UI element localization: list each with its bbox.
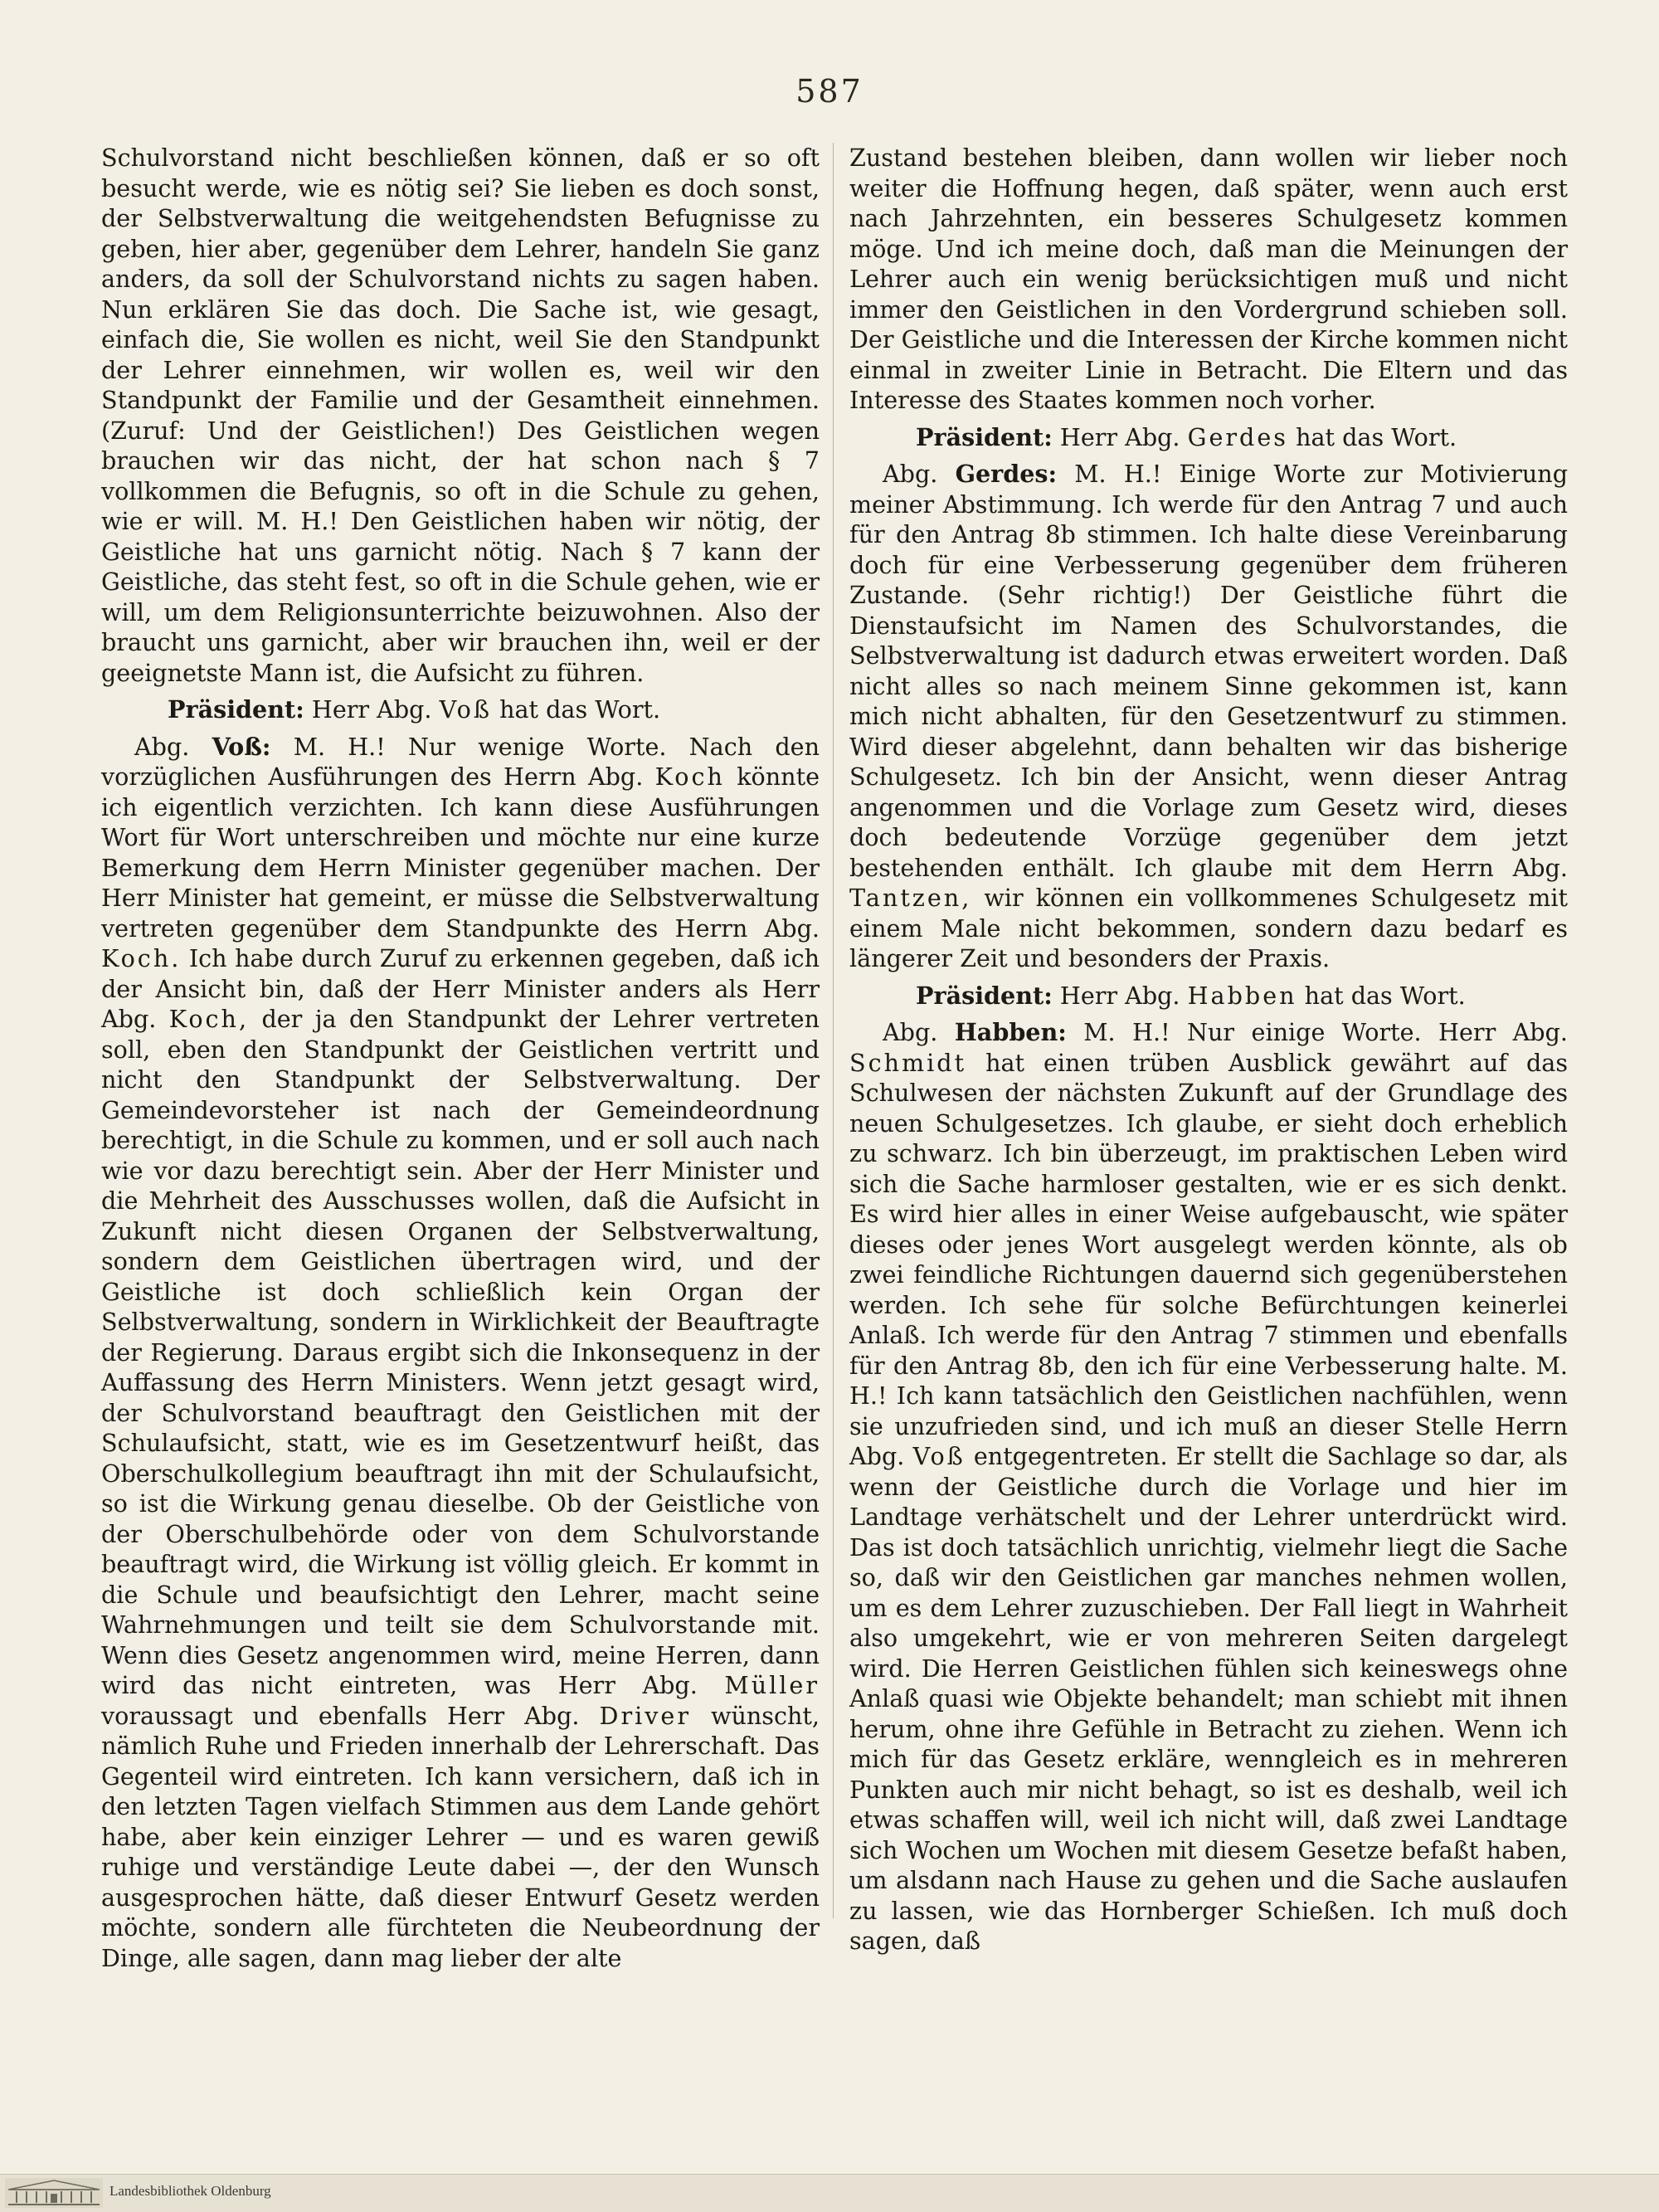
member-name: Schmidt xyxy=(849,1048,967,1077)
member-name: Koch. xyxy=(101,944,182,972)
speech-text: Ich habe durch Zuruf zu erkennen gegeben, daß ich der Ansicht bin, daß der Herr Minister anders als Herr Abg. xyxy=(101,944,820,1033)
footer-bar xyxy=(0,2174,1659,2212)
speech-text: wir können ein vollkommenes Schulgesetz mit einem Male nicht bekommen, sondern dazu bedarf es längerer Zeit und besonders der Praxis. xyxy=(849,884,1568,972)
speech-text: der ja den Standpunkt der Lehrer vertreten soll, eben den Standpunkt der Geistlichen vertritt und nicht den Standpunkt der Selbstverwaltung. Der Gemeindevorsteher ist nach der Gemeindeordnung berechtigt, in die Schule zu kommen, und er soll auch nach wie vor dazu berechtigt sein. Aber der Herr Minister und die Mehrheit des Ausschusses wollen, daß die Aufsicht in Zukunft nicht diesen Organen der Selbstverwaltung, sondern dem Geistlichen übertragen wird, und der Geistliche ist doch schließlich kein Organ der Selbstverwaltung, sondern in Wirklichkeit der Beauftragte der Regierung. Daraus ergibt sich die Inkonsequenz in der Auffassung des Herrn Ministers. Wenn jetzt gesagt wird, der Schulvorstand beauftragt den Geistlichen mit der Schulaufsicht, statt, wie es im Gesetzentwurf heißt, das Oberschulkollegium beauftragt ihn mit der Schulaufsicht, so ist die Wirkung genau dieselbe. Ob der Geistliche von der Oberschulbehörde oder von dem Schulvorstande beauftragt wird, die Wirkung ist völlig gleich. Er kommt in die Schule und beaufsichtigt den Lehrer, macht seine Wahrnehmungen und teilt sie dem Schulvorstande mit. Wenn dies Gesetz angenommen wird, meine Herren, dann wird das nicht eintreten, was Herr Abg. xyxy=(101,1005,820,1699)
speech-text: M. H.! Nur wenige Worte. Nach den vorzüglichen Ausführungen des Herrn Abg. xyxy=(101,732,820,791)
president-label: Präsident: xyxy=(168,695,304,724)
speech-text: M. H.! Nur einige Worte. Herr Abg. xyxy=(1083,1018,1568,1046)
abg-prefix: Abg. xyxy=(883,1018,938,1046)
member-name: Driver xyxy=(599,1701,691,1730)
member-name: Koch xyxy=(654,763,725,791)
speaker-label: Habben: xyxy=(954,1018,1067,1046)
speech-habben xyxy=(849,1017,1568,1956)
president-text: Herr Abg. xyxy=(1059,422,1180,451)
speaker-name: Gerdes xyxy=(1187,422,1288,451)
speech-voss xyxy=(101,732,820,1974)
left-column xyxy=(101,143,820,1978)
library-name: Landesbibliothek Oldenburg xyxy=(109,2183,271,2199)
president-text-end: hat das Wort. xyxy=(1296,422,1457,451)
member-name: Koch, xyxy=(168,1005,250,1033)
member-name: Voß xyxy=(912,1442,966,1470)
opening-paragraph: Schulvorstand nicht beschließen können, daß er so oft besucht werde, wie es nötig sei? Sie lieben es doch sonst, der Selbstverwaltung die weitgehendsten Befugnisse zu geben, hier aber, gegenüber dem Lehrer, handeln Sie ganz anders, da soll der Schulvorstand nichts zu sagen haben. Nun erklären Sie das doch. Die Sache ist, wie gesagt, einfach die, Sie wollen es nicht, weil Sie den Standpunkt der Lehrer einnehmen, wir wollen es, weil wir den Standpunkt der Familie und der Gesamtheit einnehmen. (Zuruf: Und der Geistlichen!) Des Geistlichen wegen brauchen wir das nicht, der hat schon nach § 7 vollkommen die Befugnis, so oft in die Schule zu gehen, wie er will. M. H.! Den Geistlichen haben wir nötig, der Geistliche hat uns garnicht nötig. Nach § 7 kann der Geistliche, das steht fest, so oft in die Schule gehen, wie er will, um dem Religionsunterrichte beizuwohnen. Also der braucht uns garnicht, aber wir brauchen ihn, weil er der geeignetste Mann ist, die Aufsicht zu führen. xyxy=(101,144,820,687)
speaker-name: Habben xyxy=(1187,981,1297,1010)
speaker-label: Voß: xyxy=(212,732,271,761)
continuation-paragraph: Zustand bestehen bleiben, dann wollen wir lieber noch weiter die Hoffnung hegen, daß später, wenn auch erst nach Jahrzehnten, ein besseres Schulgesetz kommen möge. Und ich meine doch, daß man die Meinungen der Lehrer auch ein wenig berücksichtigen muß und nicht immer den Geistlichen in den Vordergrund schieben soll. Der Geistliche und die Interessen der Kirche kommen nicht einmal in zweiter Linie in Betracht. Die Eltern und das Interesse des Staates kommen noch vorher. xyxy=(849,144,1568,414)
abg-prefix: Abg. xyxy=(883,460,938,488)
president-announcement-habben xyxy=(849,981,1568,1011)
president-text: Herr Abg. xyxy=(311,695,432,724)
abg-prefix: Abg. xyxy=(134,732,190,761)
speech-text: M. H.! Einige Worte zur Motivierung meiner Abstimmung. Ich werde für den Antrag 7 und auch für den Antrag 8b stimmen. Ich halte diese Vereinbarung doch für eine Verbesserung gegenüber dem früheren Zustande. (Sehr richtig!) Der Geistliche führt die Dienstaufsicht im Namen des Schulvorstandes, die Selbstverwaltung ist dadurch etwas erweitert worden. Daß nicht alles so nach meinem Sinne gekommen ist, kann mich nicht abhalten, für den Gesetzentwurf zu stimmen. Wird dieser abgelehnt, dann behalten wir das bisherige Schulgesetz. Ich bin der Ansicht, wenn dieser Antrag angenommen und die Vorlage zum Gesetz wird, dieses doch bedeutende Vorzüge gegenüber dem jetzt bestehenden enthält. Ich glaube mit dem Herrn Abg. xyxy=(849,460,1568,882)
speaker-label: Gerdes: xyxy=(955,460,1058,488)
president-announcement-voss xyxy=(101,694,820,725)
president-text: Herr Abg. xyxy=(1059,981,1180,1010)
speech-text: wünscht, nämlich Ruhe und Frieden innerhalb der Lehrerschaft. Das Gegenteil wird eintreten. Ich kann versichern, daß ich in den letzten Tagen vielfach Stimmen aus dem Lande gehört habe, aber kein einziger Lehrer — und es waren gewiß ruhige und verständige Leute dabei —, der den Wunsch ausgesprochen hätte, daß dieser Entwurf Gesetz werden möchte, sondern alle fürchteten die Neubeordnung der Dinge, alle sagen, dann mag lieber der alte xyxy=(101,1701,820,1972)
member-name: Müller xyxy=(724,1671,820,1699)
speech-text: entgegentreten. Er stellt die Sachlage so dar, als wenn der Geistliche durch die Vorlage und hier im Landtage verhätschelt und der Lehrer unterdrückt wird. Das ist doch tatsächlich unrichtig, vielmehr liegt die Sache so, daß wir den Geistlichen gar manches nehmen wollen, um es dem Lehrer zuzuschieben. Der Fall liegt in Wahrheit also umgekehrt, wie er von mehreren Seiten dargelegt wird. Die Herren Geistlichen fühlen sich keineswegs ohne Anlaß quasi wie Objekte behandelt; man schiebt mit ihnen herum, ohne ihre Gefühle in Betracht zu ziehen. Wenn ich mich für das Gesetz erkläre, wenngleich es in mehreren Punkten auch mir nicht behagt, so ist es deshalb, weil ich etwas schaffen will, weil ich nicht will, daß zwei Landtage sich Wochen um Wochen mit diesem Gesetze befaßt haben, um alsdann nach Hause zu gehen und die Sache auslaufen zu lassen, wie das Hornberger Schießen. Ich muß doch sagen, daß xyxy=(849,1442,1569,1955)
library-building-icon xyxy=(5,2178,103,2208)
speech-text: hat einen trüben Ausblick gewährt auf das Schulwesen der nächsten Zukunft auf der Grundlage des neuen Schulgesetzes. Ich glaube, er sieht doch erheblich zu schwarz. Ich bin überzeugt, im praktischen Leben wird sich die Sache harmloser gestalten, wie er es sich denkt. Es wird hier alles in einer Weise aufgebauscht, wie später dieses oder jenes Wort ausgelegt werden könnte, als ob zwei feindliche Richtungen dauernd sich gegenüberstehen werden. Ich sehe für solche Befürchtungen keinerlei Anlaß. Ich werde für den Antrag 7 stimmen und ebenfalls für den Antrag 8b, den ich für eine Verbesserung halte. M. H.! Ich kann tatsächlich den Geistlichen nachfühlen, wenn sie unzufrieden sind, und ich muß an dieser Stelle Herrn Abg. xyxy=(849,1048,1568,1470)
president-label: Präsident: xyxy=(916,422,1053,451)
speaker-name: Voß xyxy=(439,695,492,724)
president-announcement-gerdes xyxy=(849,422,1568,453)
right-column xyxy=(849,143,1568,1961)
president-text-end: hat das Wort. xyxy=(499,695,661,724)
president-label: Präsident: xyxy=(916,981,1053,1010)
member-name: Tantzen, xyxy=(849,884,972,912)
speech-text: voraussagt und ebenfalls Herr Abg. xyxy=(101,1701,580,1730)
speech-gerdes xyxy=(849,459,1568,974)
speech-text: könnte ich eigentlich verzichten. Ich kann diese Ausführungen Wort für Wort unterschreiben und möchte nur eine kurze Bemerkung dem Herrn Minister gegenüber machen. Der Herr Minister hat gemeint, er müsse die Selbstverwaltung vertreten gegenüber dem Standpunkte des Herrn Abg. xyxy=(101,763,820,943)
president-text-end: hat das Wort. xyxy=(1304,981,1466,1010)
page-number: 587 xyxy=(795,73,864,110)
column-divider xyxy=(833,143,834,1918)
